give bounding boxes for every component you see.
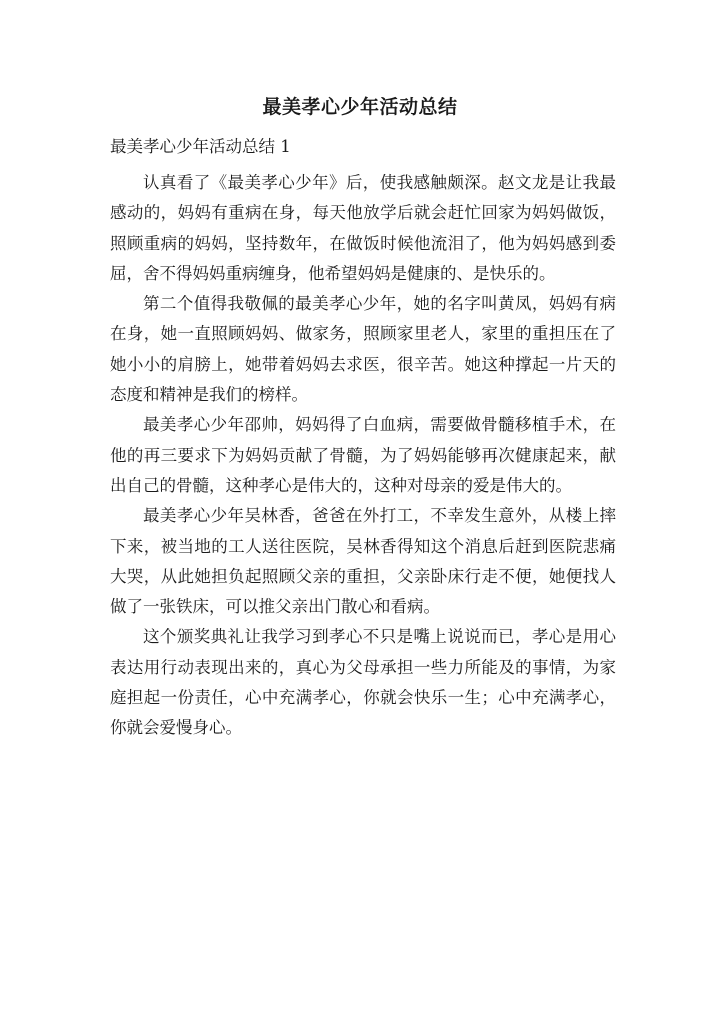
paragraph: 这个颁奖典礼让我学习到孝心不只是嘴上说说而已，孝心是用心表达用行动表现出来的，真心为父母承担一些力所能及的事情，为家庭担起一份责任，心中充满孝心，你就会快乐一生；心中充满孝心，你就会爱慢身心。	[110, 627, 616, 738]
paragraph: 认真看了《最美孝心少年》后，使我感触颇深。赵文龙是让我最感动的，妈妈有重病在身，每天他放学后就会赶忙回家为妈妈做饭，照顾重病的妈妈，坚持数年，在做饭时候他流泪了，他为妈妈感到委屈，舍不得妈妈重病缠身，他希望妈妈是健康的、是快乐的。	[110, 173, 616, 283]
paragraph: 第二个值得我敬佩的最美孝心少年，她的名字叫黄凤，妈妈有病在身，她一直照顾妈妈、做家务，照顾家里老人，家里的重担压在了她小小的肩膀上，她带着妈妈去求医，很辛苦。她这种撑起一片天的态度和精神是我们的榜样。	[110, 294, 616, 405]
document-body	[110, 168, 616, 744]
document-title: 最美孝心少年活动总结	[262, 96, 458, 118]
document-subtitle: 最美孝心少年活动总结 1	[110, 137, 291, 156]
paragraph: 最美孝心少年吴林香，爸爸在外打工，不幸发生意外，从楼上摔下来，被当地的工人送往医院，吴林香得知这个消息后赶到医院悲痛大哭，从此她担负起照顾父亲的重担，父亲卧床行走不便，她便找人做了一张铁床，可以推父亲出门散心和看病。	[110, 506, 616, 617]
paragraph: 最美孝心少年邵帅，妈妈得了白血病，需要做骨髓移植手术，在他的再三要求下为妈妈贡献了骨髓，为了妈妈能够再次健康起来，献出自己的骨髓，这种孝心是伟大的，这种对母亲的爱是伟大的。	[110, 415, 616, 495]
